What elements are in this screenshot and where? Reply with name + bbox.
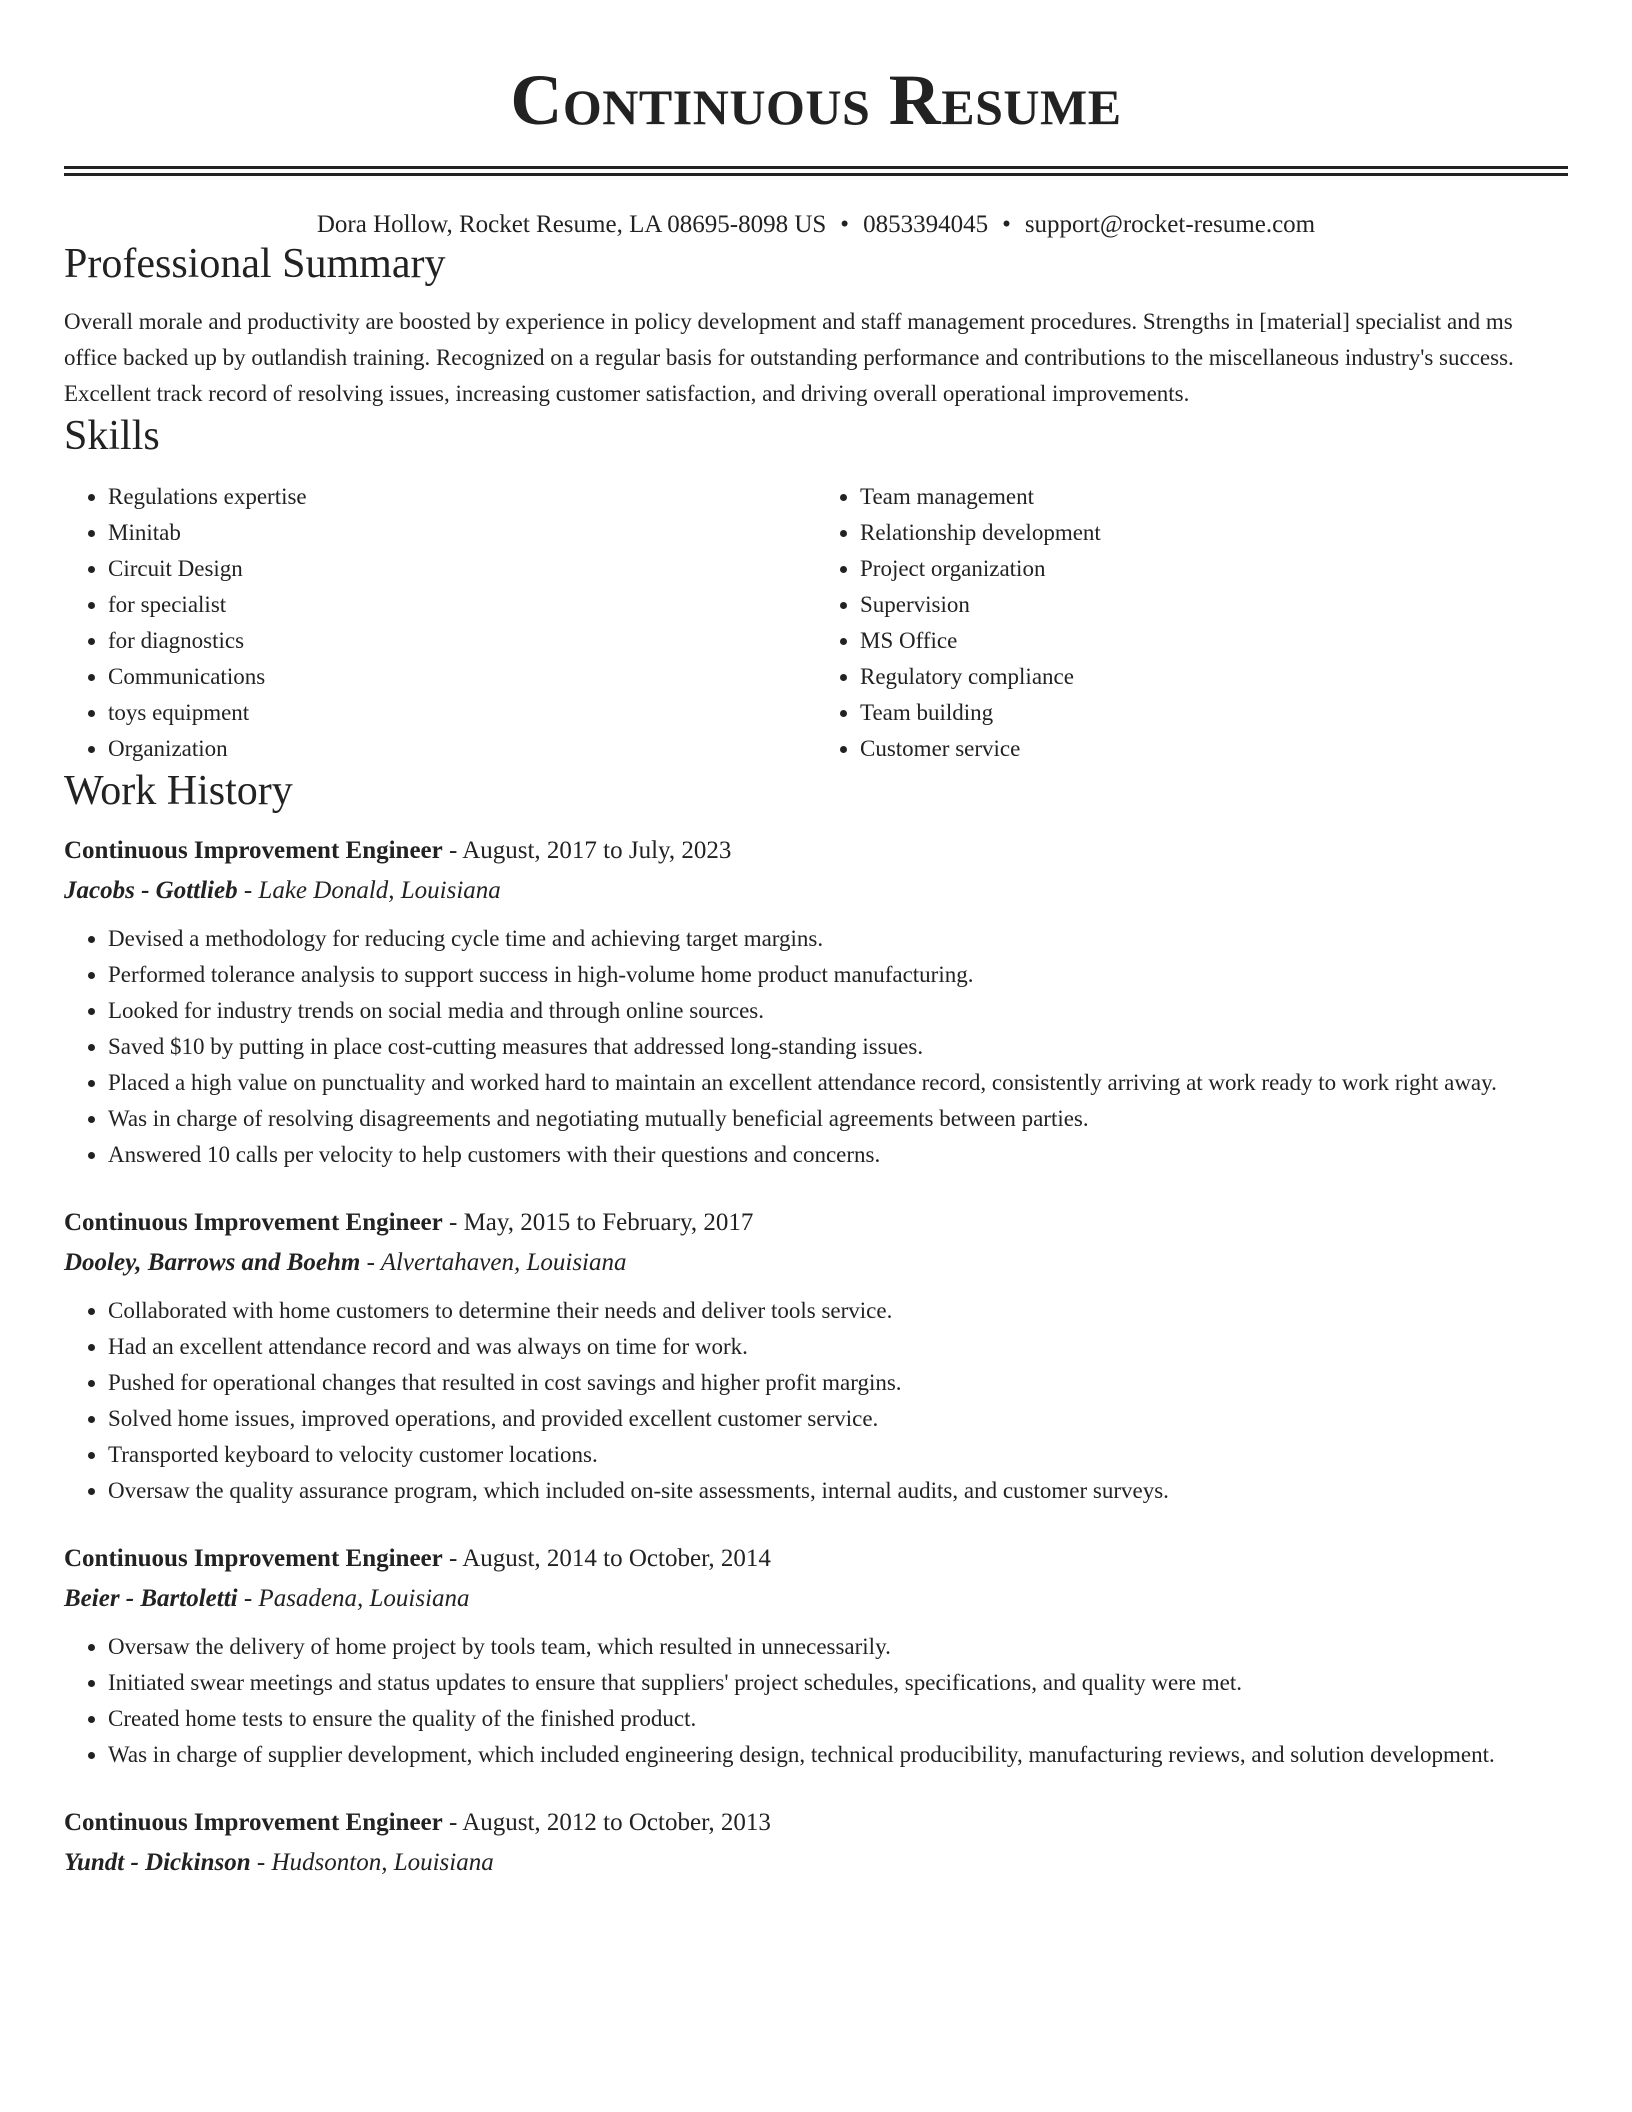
contact-separator: •: [840, 211, 850, 238]
skills-grid: [64, 479, 1568, 767]
duty-item: • Created home tests to ensure the quality of the finished product.: [108, 1701, 1568, 1737]
job-role: Continuous Improvement Engineer: [64, 1808, 443, 1836]
job-employer-line: [64, 1843, 1568, 1883]
job-dates: - August, 2017 to July, 2023: [442, 836, 732, 864]
skills-heading: Skills: [64, 413, 160, 460]
title-divider: [64, 166, 1568, 176]
skill-item: • toys equipment: [108, 695, 816, 731]
skill-item: • Customer service: [860, 731, 1568, 767]
job-employer-line: [64, 1243, 1568, 1283]
skill-item: • Project organization: [860, 551, 1568, 587]
skill-item: • Circuit Design: [108, 551, 816, 587]
skill-item: • Team building: [860, 695, 1568, 731]
job-header: [64, 1803, 1568, 1843]
job-entry: [64, 1203, 1568, 1509]
duty-item: • Saved $10 by putting in place cost-cutting measures that addressed long-standing issues.: [108, 1029, 1568, 1065]
skill-item: • for diagnostics: [108, 623, 816, 659]
duty-item: • Placed a high value on punctuality and worked hard to maintain an excellent attendance record, consistently arriving at work ready to work right away.: [108, 1065, 1568, 1101]
job-header: [64, 1539, 1568, 1579]
job-duties: [64, 1629, 1568, 1773]
job-employer-line: [64, 871, 1568, 911]
duty-item: • Oversaw the delivery of home project by tools team, which resulted in unnecessarily.: [108, 1629, 1568, 1665]
work-history-heading: Work History: [64, 767, 293, 814]
resume-title: Continuous Resume: [510, 60, 1122, 140]
job-location: - Alvertahaven, Louisiana: [360, 1248, 627, 1276]
contact-separator: •: [1002, 211, 1011, 238]
job-entry: [64, 831, 1568, 1173]
job-header: [64, 831, 1568, 871]
job-role: Continuous Improvement Engineer: [64, 1208, 443, 1236]
contact-address: Dora Hollow, Rocket Resume, LA 08695-8098 US: [316, 211, 827, 238]
contact-phone: 0853394045: [863, 211, 989, 238]
job-company: Dooley, Barrows and Boehm: [64, 1248, 361, 1276]
skills-column-right: [816, 479, 1568, 767]
duty-item: • Had an excellent attendance record and was always on time for work.: [108, 1329, 1568, 1365]
job-entry: [64, 1803, 1568, 1883]
skill-item: • Regulatory compliance: [860, 659, 1568, 695]
skill-item: • Communications: [108, 659, 816, 695]
job-location: - Pasadena, Louisiana: [237, 1584, 470, 1612]
job-company: Jacobs - Gottlieb: [64, 876, 238, 904]
job-dates: - August, 2014 to October, 2014: [442, 1544, 771, 1572]
duty-item: • Performed tolerance analysis to support success in high-volume home product manufacturing.: [108, 957, 1568, 993]
skill-item: • Minitab: [108, 515, 816, 551]
job-location: - Lake Donald, Louisiana: [237, 876, 501, 904]
job-location: - Hudsonton, Louisiana: [250, 1848, 494, 1876]
summary-paragraph: Overall morale and productivity are boosted by experience in policy development and staff management procedures. Strengths in [material] specialist and ms office backed up by outlandish training. Recognized on a regular basis for outstanding performance and contributions to the miscellaneous industry's success. Excellent track record of resolving issues, increasing customer satisfaction, and driving overall operational improvements.: [64, 309, 1514, 407]
summary-heading: Professional Summary: [64, 241, 446, 287]
skill-item: • Relationship development: [860, 515, 1568, 551]
duty-item: • Oversaw the quality assurance program, which included on-site assessments, internal audits, and customer surveys.: [108, 1473, 1568, 1509]
job-dates: - August, 2012 to October, 2013: [442, 1808, 771, 1836]
skill-item: • Regulations expertise: [108, 479, 816, 515]
duty-item: • Answered 10 calls per velocity to help customers with their questions and concerns.: [108, 1137, 1568, 1173]
duty-item: • Devised a methodology for reducing cycle time and achieving target margins.: [108, 921, 1568, 957]
job-company: Yundt - Dickinson: [64, 1848, 251, 1876]
duty-item: • Was in charge of resolving disagreements and negotiating mutually beneficial agreements between parties.: [108, 1101, 1568, 1137]
contact-line: [64, 210, 1568, 240]
job-header: [64, 1203, 1568, 1243]
job-employer-line: [64, 1579, 1568, 1619]
skill-item: • Organization: [108, 731, 816, 767]
duty-item: • Was in charge of supplier development, which included engineering design, technical producibility, manufacturing reviews, and solution development.: [108, 1737, 1568, 1773]
duty-item: • Collaborated with home customers to determine their needs and deliver tools service.: [108, 1293, 1568, 1329]
skill-item: • for specialist: [108, 587, 816, 623]
duty-item: • Pushed for operational changes that resulted in cost savings and higher profit margins.: [108, 1365, 1568, 1401]
job-company: Beier - Bartoletti: [64, 1584, 238, 1612]
job-duties: [64, 1293, 1568, 1509]
skill-item: • Team management: [860, 479, 1568, 515]
job-entry: [64, 1539, 1568, 1773]
skills-column-left: [64, 479, 816, 767]
job-duties: [64, 921, 1568, 1173]
duty-item: • Transported keyboard to velocity customer locations.: [108, 1437, 1568, 1473]
duty-item: • Initiated swear meetings and status updates to ensure that suppliers' project schedules, specifications, and quality were met.: [108, 1665, 1568, 1701]
duty-item: • Solved home issues, improved operations, and provided excellent customer service.: [108, 1401, 1568, 1437]
job-role: Continuous Improvement Engineer: [64, 1544, 443, 1572]
skill-item: • Supervision: [860, 587, 1568, 623]
contact-email: support@rocket-resume.com: [1024, 211, 1316, 238]
job-role: Continuous Improvement Engineer: [64, 836, 443, 864]
duty-item: • Looked for industry trends on social media and through online sources.: [108, 993, 1568, 1029]
skill-item: • MS Office: [860, 623, 1568, 659]
job-dates: - May, 2015 to February, 2017: [442, 1208, 754, 1236]
